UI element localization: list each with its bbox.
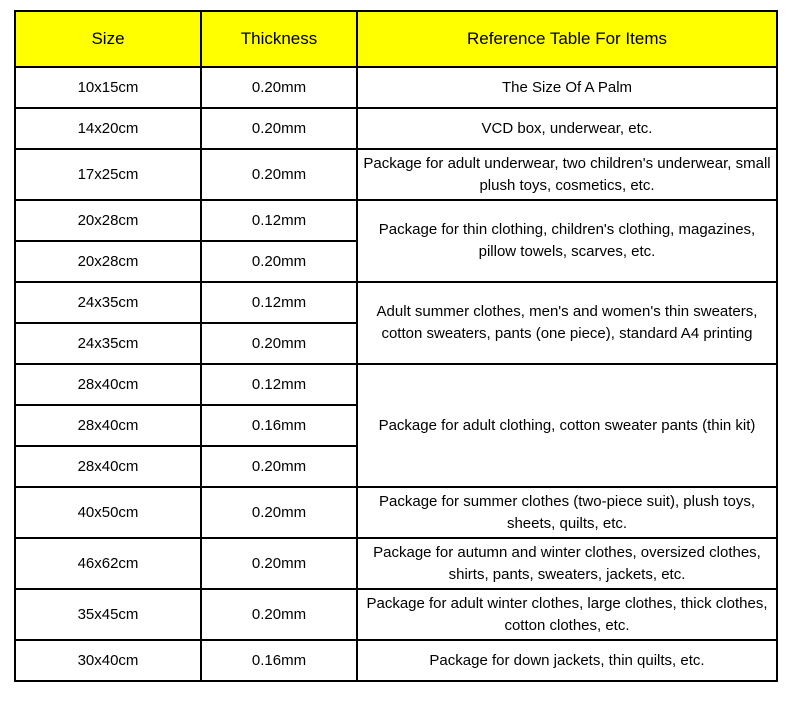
thickness-cell: 0.20mm bbox=[201, 538, 357, 589]
table-row bbox=[15, 282, 777, 323]
table-row bbox=[15, 108, 777, 149]
header-reference: Reference Table For Items bbox=[357, 11, 777, 67]
table-row bbox=[15, 364, 777, 405]
reference-cell: VCD box, underwear, etc. bbox=[357, 108, 777, 149]
reference-cell: Package for summer clothes (two-piece suit), plush toys, sheets, quilts, etc. bbox=[357, 487, 777, 538]
header-row bbox=[15, 11, 777, 67]
table-row bbox=[15, 149, 777, 200]
thickness-cell: 0.12mm bbox=[201, 364, 357, 405]
reference-cell: Package for down jackets, thin quilts, etc. bbox=[357, 640, 777, 681]
table-row bbox=[15, 538, 777, 589]
reference-table bbox=[14, 10, 778, 682]
table-row bbox=[15, 487, 777, 538]
thickness-cell: 0.20mm bbox=[201, 323, 357, 364]
table-row bbox=[15, 589, 777, 640]
size-cell: 20x28cm bbox=[15, 200, 201, 241]
size-cell: 28x40cm bbox=[15, 364, 201, 405]
size-cell: 30x40cm bbox=[15, 640, 201, 681]
reference-cell: Package for adult underwear, two children's underwear, small plush toys, cosmetics, etc. bbox=[357, 149, 777, 200]
size-cell: 14x20cm bbox=[15, 108, 201, 149]
thickness-cell: 0.20mm bbox=[201, 589, 357, 640]
size-cell: 24x35cm bbox=[15, 282, 201, 323]
size-cell: 28x40cm bbox=[15, 405, 201, 446]
reference-cell: The Size Of A Palm bbox=[357, 67, 777, 108]
size-cell: 20x28cm bbox=[15, 241, 201, 282]
reference-cell: Package for autumn and winter clothes, oversized clothes, shirts, pants, sweaters, jackets, etc. bbox=[357, 538, 777, 589]
reference-cell: Package for adult winter clothes, large clothes, thick clothes, cotton clothes, etc. bbox=[357, 589, 777, 640]
table-row bbox=[15, 200, 777, 241]
header-size: Size bbox=[15, 11, 201, 67]
thickness-cell: 0.20mm bbox=[201, 149, 357, 200]
thickness-cell: 0.16mm bbox=[201, 405, 357, 446]
reference-cell: Package for adult clothing, cotton sweater pants (thin kit) bbox=[357, 364, 777, 487]
size-cell: 24x35cm bbox=[15, 323, 201, 364]
size-cell: 40x50cm bbox=[15, 487, 201, 538]
size-cell: 10x15cm bbox=[15, 67, 201, 108]
thickness-cell: 0.20mm bbox=[201, 67, 357, 108]
reference-cell: Adult summer clothes, men's and women's thin sweaters, cotton sweaters, pants (one piece), standard A4 printing bbox=[357, 282, 777, 364]
thickness-cell: 0.20mm bbox=[201, 241, 357, 282]
size-cell: 35x45cm bbox=[15, 589, 201, 640]
thickness-cell: 0.20mm bbox=[201, 487, 357, 538]
thickness-cell: 0.12mm bbox=[201, 282, 357, 323]
header-thickness: Thickness bbox=[201, 11, 357, 67]
size-cell: 46x62cm bbox=[15, 538, 201, 589]
reference-cell: Package for thin clothing, children's clothing, magazines, pillow towels, scarves, etc. bbox=[357, 200, 777, 282]
size-cell: 17x25cm bbox=[15, 149, 201, 200]
thickness-cell: 0.16mm bbox=[201, 640, 357, 681]
thickness-cell: 0.20mm bbox=[201, 108, 357, 149]
table-row bbox=[15, 67, 777, 108]
thickness-cell: 0.20mm bbox=[201, 446, 357, 487]
thickness-cell: 0.12mm bbox=[201, 200, 357, 241]
table-row bbox=[15, 640, 777, 681]
size-cell: 28x40cm bbox=[15, 446, 201, 487]
